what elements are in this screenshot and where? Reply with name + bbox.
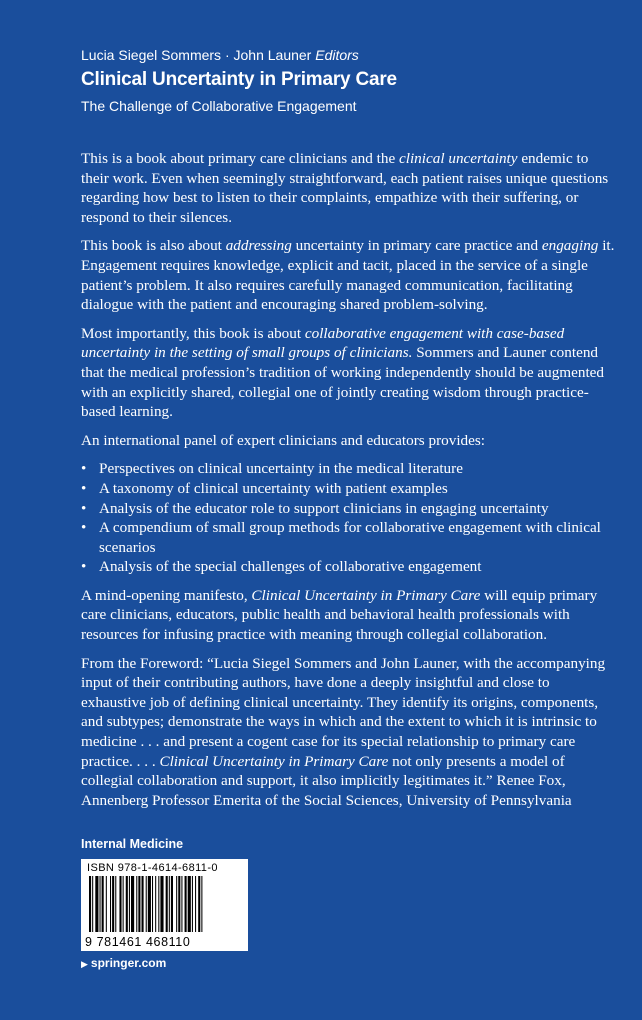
emphasis-run: Clinical Uncertainty in Primary Care — [159, 752, 389, 770]
list-item-text: Perspectives on clinical uncertainty in the medical literature — [99, 460, 463, 478]
triangle-right-icon: ▶ — [81, 959, 88, 969]
bullet-icon: • — [81, 460, 87, 478]
list-item — [81, 557, 617, 577]
text-run: Most importantly, this book is about — [81, 324, 305, 342]
emphasis-run: clinical uncertainty — [399, 150, 518, 167]
text-run: it. Engagement requires knowledge, explicit and tacit, placed in the service of a single patient’s problem. It also requires carefully managed communication, facilitating dialogue with the patient and encouraging shared problem-solving. — [81, 237, 615, 314]
list-item — [81, 479, 617, 499]
list-item-text: A taxonomy of clinical uncertainty with patient examples — [99, 479, 448, 497]
emphasis-run: collaborative engagement with case-based uncertainty in the setting of small groups of clinicians. — [81, 324, 565, 362]
category-label: Internal Medicine — [81, 837, 184, 851]
editors-label: Editors — [315, 47, 359, 63]
emphasis-run: engaging — [541, 237, 599, 255]
text-run: From the Foreword: “Lucia Siegel Sommers and John Launer, with the accompanying input of their contributing authors, have done a deeply insightful and close to exhaustive job of defining clinical uncertainty. They identify its origins, components, and subtypes; demonstrate the ways in which and the extent to which it is intrinsic to medicine . . . and present a cogent case for its special relationship to primary care practice. . . . — [81, 654, 606, 770]
text-run: will equip primary care clinicians, educators, public health and behavioral health professionals with resources for infusing practice with meaning through collegial collaboration. — [81, 586, 598, 644]
editor-names: Lucia Siegel Sommers · John Launer — [81, 47, 312, 63]
book-subtitle: The Challenge of Collaborative Engagement — [81, 98, 357, 114]
paragraph-manifesto — [81, 586, 617, 645]
list-item-text: Analysis of the special challenges of collaborative engagement — [99, 558, 482, 576]
text-run: Sommers and Launer contend that the medical profession’s tradition of working independently should be augmented with an explicitly shared, collegial one of jointly creating wisdom through practice-based learning. — [81, 344, 605, 421]
barcode-icon — [87, 876, 242, 932]
list-item-text: Analysis of the educator role to support clinicians in engaging uncertainty — [99, 499, 549, 517]
emphasis-run: addressing — [225, 237, 292, 255]
text-run: This book is also about — [81, 237, 226, 255]
list-item — [81, 518, 617, 557]
list-item-text: A compendium of small group methods for collaborative engagement with clinical scenarios — [99, 519, 601, 556]
publisher-link[interactable] — [81, 956, 166, 970]
text-run: This is a book about primary care clinicians and the — [81, 150, 399, 167]
bullet-icon: • — [81, 499, 87, 517]
paragraph-intro — [81, 149, 617, 227]
text-run: not only presents a model of collegial collaboration and support, it also implicitly legitimates it.” Renee Fox, Annenberg Professor Emerita of the Social Sciences, University of Pennsylvania — [81, 752, 572, 809]
list-item — [81, 459, 617, 479]
cover-header — [81, 47, 601, 115]
paragraph-foreword — [81, 654, 617, 811]
paragraph-addressing — [81, 236, 617, 314]
book-title: Clinical Uncertainty in Primary Care — [81, 69, 397, 90]
isbn-barcode — [81, 859, 248, 951]
text-run: endemic to their work. Even when seemingly straightforward, each patient raises unique questions regarding how best to listen to their complaints, empathize with their suffering, or respond to their silences. — [81, 150, 609, 226]
feature-list — [81, 459, 617, 577]
bullet-icon: • — [81, 519, 87, 537]
list-item — [81, 499, 617, 519]
publisher-url: springer.com — [90, 956, 167, 970]
editors-line — [81, 47, 601, 64]
paragraph-collaborative — [81, 324, 617, 422]
isbn-number: ISBN 978-1-4614-6811-0 — [87, 862, 218, 874]
text-run: A mind-opening manifesto, — [81, 586, 252, 604]
text-run: uncertainty in primary care practice and — [291, 237, 542, 255]
bullet-icon: • — [81, 558, 87, 576]
barcode-digits: 9 781461 468110 — [85, 935, 191, 949]
emphasis-run: Clinical Uncertainty in Primary Care — [251, 586, 481, 604]
paragraph-panel: An international panel of expert clinicians and educators provides: — [81, 431, 486, 449]
bullet-icon: • — [81, 479, 87, 497]
blurb-text — [81, 149, 617, 819]
